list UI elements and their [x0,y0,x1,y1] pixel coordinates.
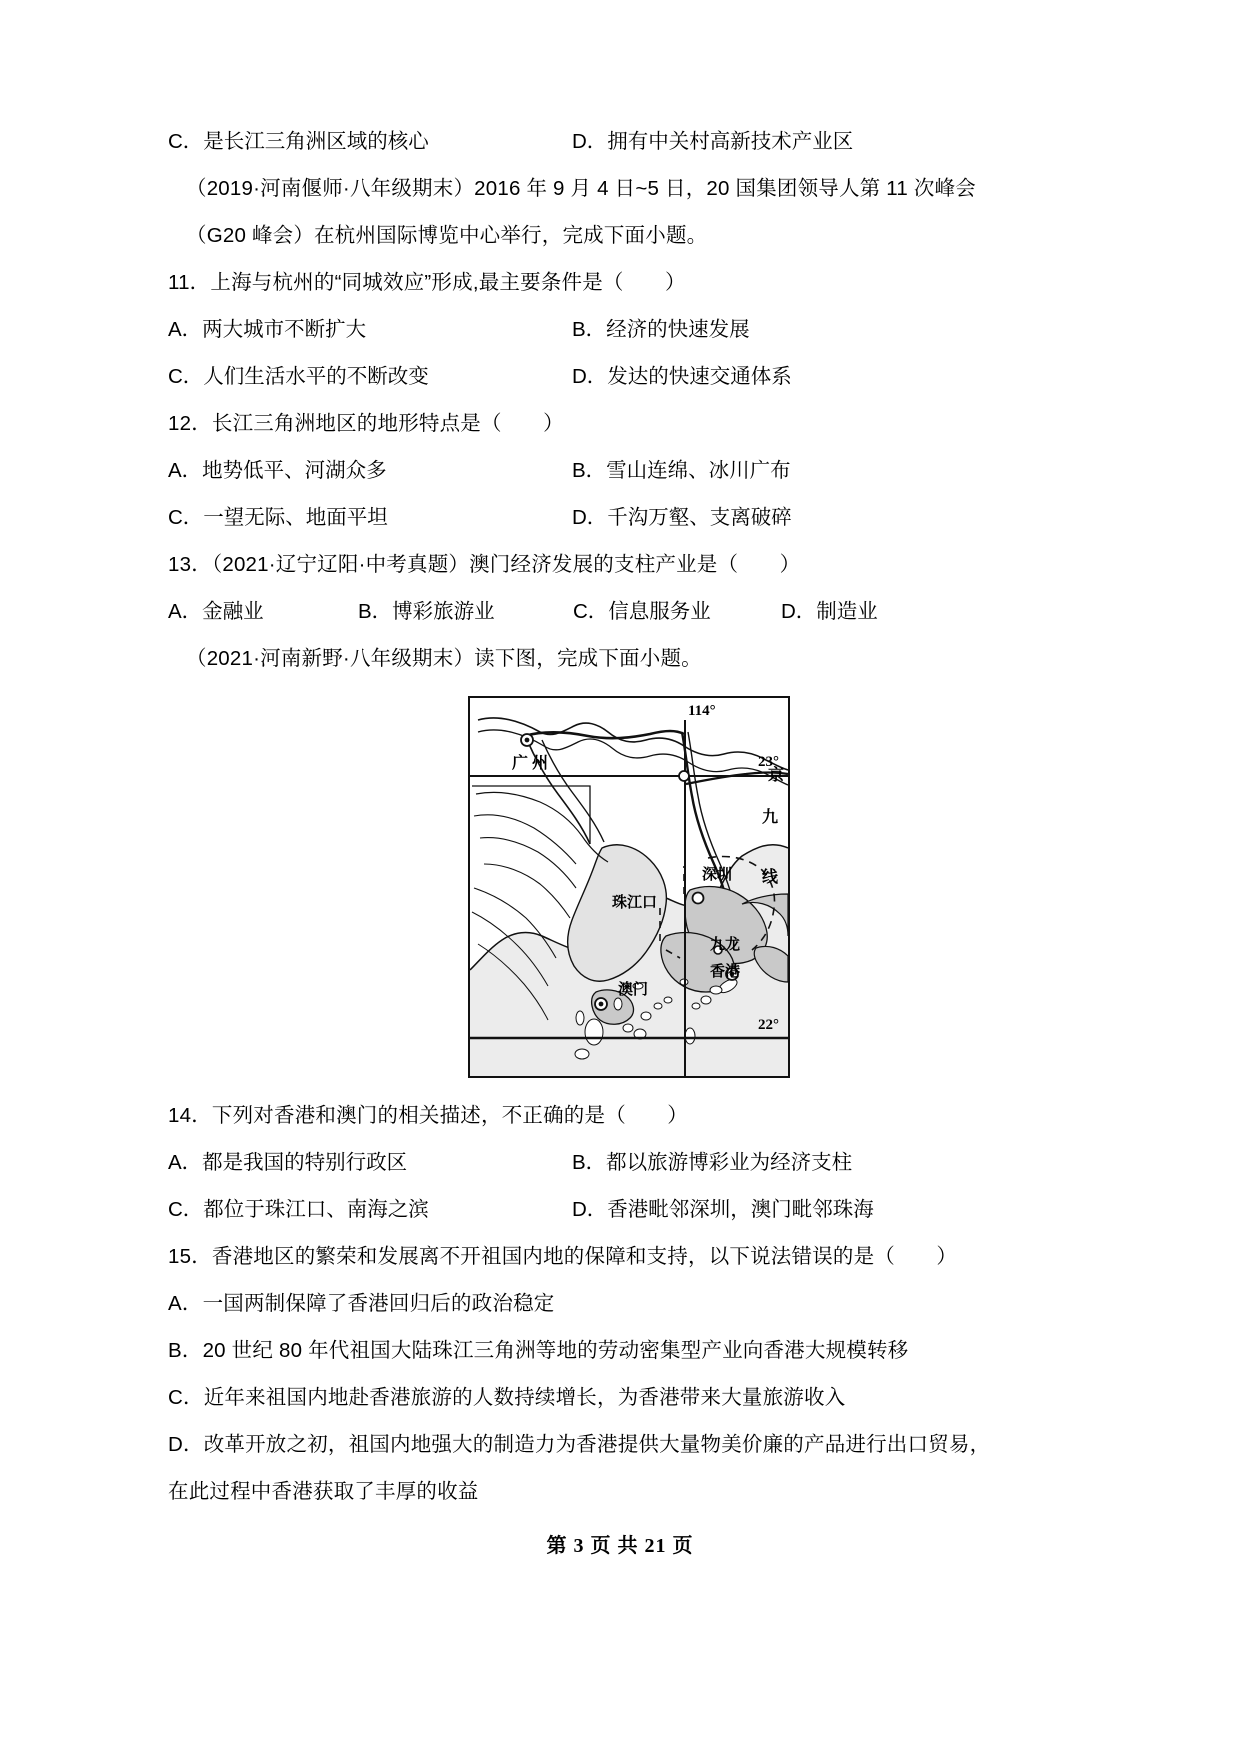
q10-option-c: C．是长江三角洲区域的核心 [168,130,429,153]
q11-option-c: C．人们生活水平的不断改变 [168,365,429,388]
question-14-options-cd [168,1186,1090,1233]
map-label-hongkong: 香港 [710,964,741,980]
q11-option-b: B．经济的快速发展 [572,318,750,341]
map-label-pearl-river-mouth: 珠江口 [612,895,658,911]
map-label-latitude-22: 22° [758,1017,779,1033]
question-11-stem: 11．上海与杭州的“同城效应”形成,最主要条件是（ ） [168,271,686,294]
pearl-river-delta-map [468,696,790,1078]
q12-option-a: A．地势低平、河湖众多 [168,459,387,482]
question-12-stem: 12．长江三角洲地区的地形特点是（ ） [168,412,564,435]
q14-option-d: D．香港毗邻深圳，澳门毗邻珠海 [572,1198,874,1221]
q15-option-c: C．近年来祖国内地赴香港旅游的人数持续增长，为香港带来大量旅游收入 [168,1386,846,1409]
q13-option-d: D．制造业 [781,600,878,623]
q15-option-a: A．一国两制保障了香港回归后的政治稳定 [168,1292,555,1315]
q13-option-a: A．金融业 [168,600,264,623]
map-label-jing: 京 [768,767,785,784]
figure-container [168,696,1090,1078]
map-label-guangzhou: 广州 [512,755,553,772]
q11-option-a: A．两大城市不断扩大 [168,318,367,341]
question-11-options-ab [168,306,1090,353]
q15-option-d-line-1: D．改革开放之初，祖国内地强大的制造力为香港提供大量物美价廉的产品进行出口贸易， [168,1433,991,1456]
map-label-jiu: 九 [762,809,779,826]
q12-option-c: C．一望无际、地面平坦 [168,506,388,529]
question-10-options [168,118,1090,165]
q14-option-a: A．都是我国的特别行政区 [168,1151,408,1174]
passage-2-line-1: （2021·河南新野·八年级期末）读下图，完成下面小题。 [186,647,702,670]
map-label-macau: 澳门 [618,982,649,998]
q12-option-b: B．雪山连绵、冰川广布 [572,459,791,482]
question-13-options [168,588,1090,635]
q11-option-d: D．发达的快速交通体系 [572,365,792,388]
map-label-shenzhen: 深圳 [702,867,733,883]
q12-option-d: D．千沟万壑、支离破碎 [572,506,792,529]
map-label-kowloon: 九龙 [710,937,741,953]
map-label-latitude-23: 23° [758,754,779,770]
page-footer: 第 3 页 共 21 页 [546,1535,694,1557]
q13-option-b: B．博彩旅游业 [358,600,495,623]
question-13-stem: 13．（2021·辽宁辽阳·中考真题）澳门经济发展的支柱产业是（ ） [168,553,801,576]
question-14-stem: 14．下列对香港和澳门的相关描述，不正确的是（ ） [168,1104,689,1127]
q13-option-c: C．信息服务业 [573,600,711,623]
question-14-options-ab [168,1139,1090,1186]
q10-option-d: D．拥有中关村高新技术产业区 [572,130,854,153]
question-11-options-cd [168,353,1090,400]
question-12-options-ab [168,447,1090,494]
question-15-stem: 15．香港地区的繁荣和发展离不开祖国内地的保障和支持，以下说法错误的是（ ） [168,1245,958,1268]
passage-1-line-2: （G20 峰会）在杭州国际博览中心举行，完成下面小题。 [186,224,708,247]
question-12-options-cd [168,494,1090,541]
q14-option-c: C．都位于珠江口、南海之滨 [168,1198,429,1221]
map-label-longitude-114: 114° [688,703,716,719]
map-label-xian: 线 [762,869,779,886]
q14-option-b: B．都以旅游博彩业为经济支柱 [572,1151,853,1174]
passage-1-line-1: （2019·河南偃师·八年级期末）2016 年 9 月 4 日~5 日，20 国集团领导人第 11 次峰会 [186,177,976,200]
q15-option-b: B．20 世纪 80 年代祖国大陆珠江三角洲等地的劳动密集型产业向香港大规模转移 [168,1339,909,1362]
q15-option-d-line-2: 在此过程中香港获取了丰厚的收益 [168,1480,479,1503]
